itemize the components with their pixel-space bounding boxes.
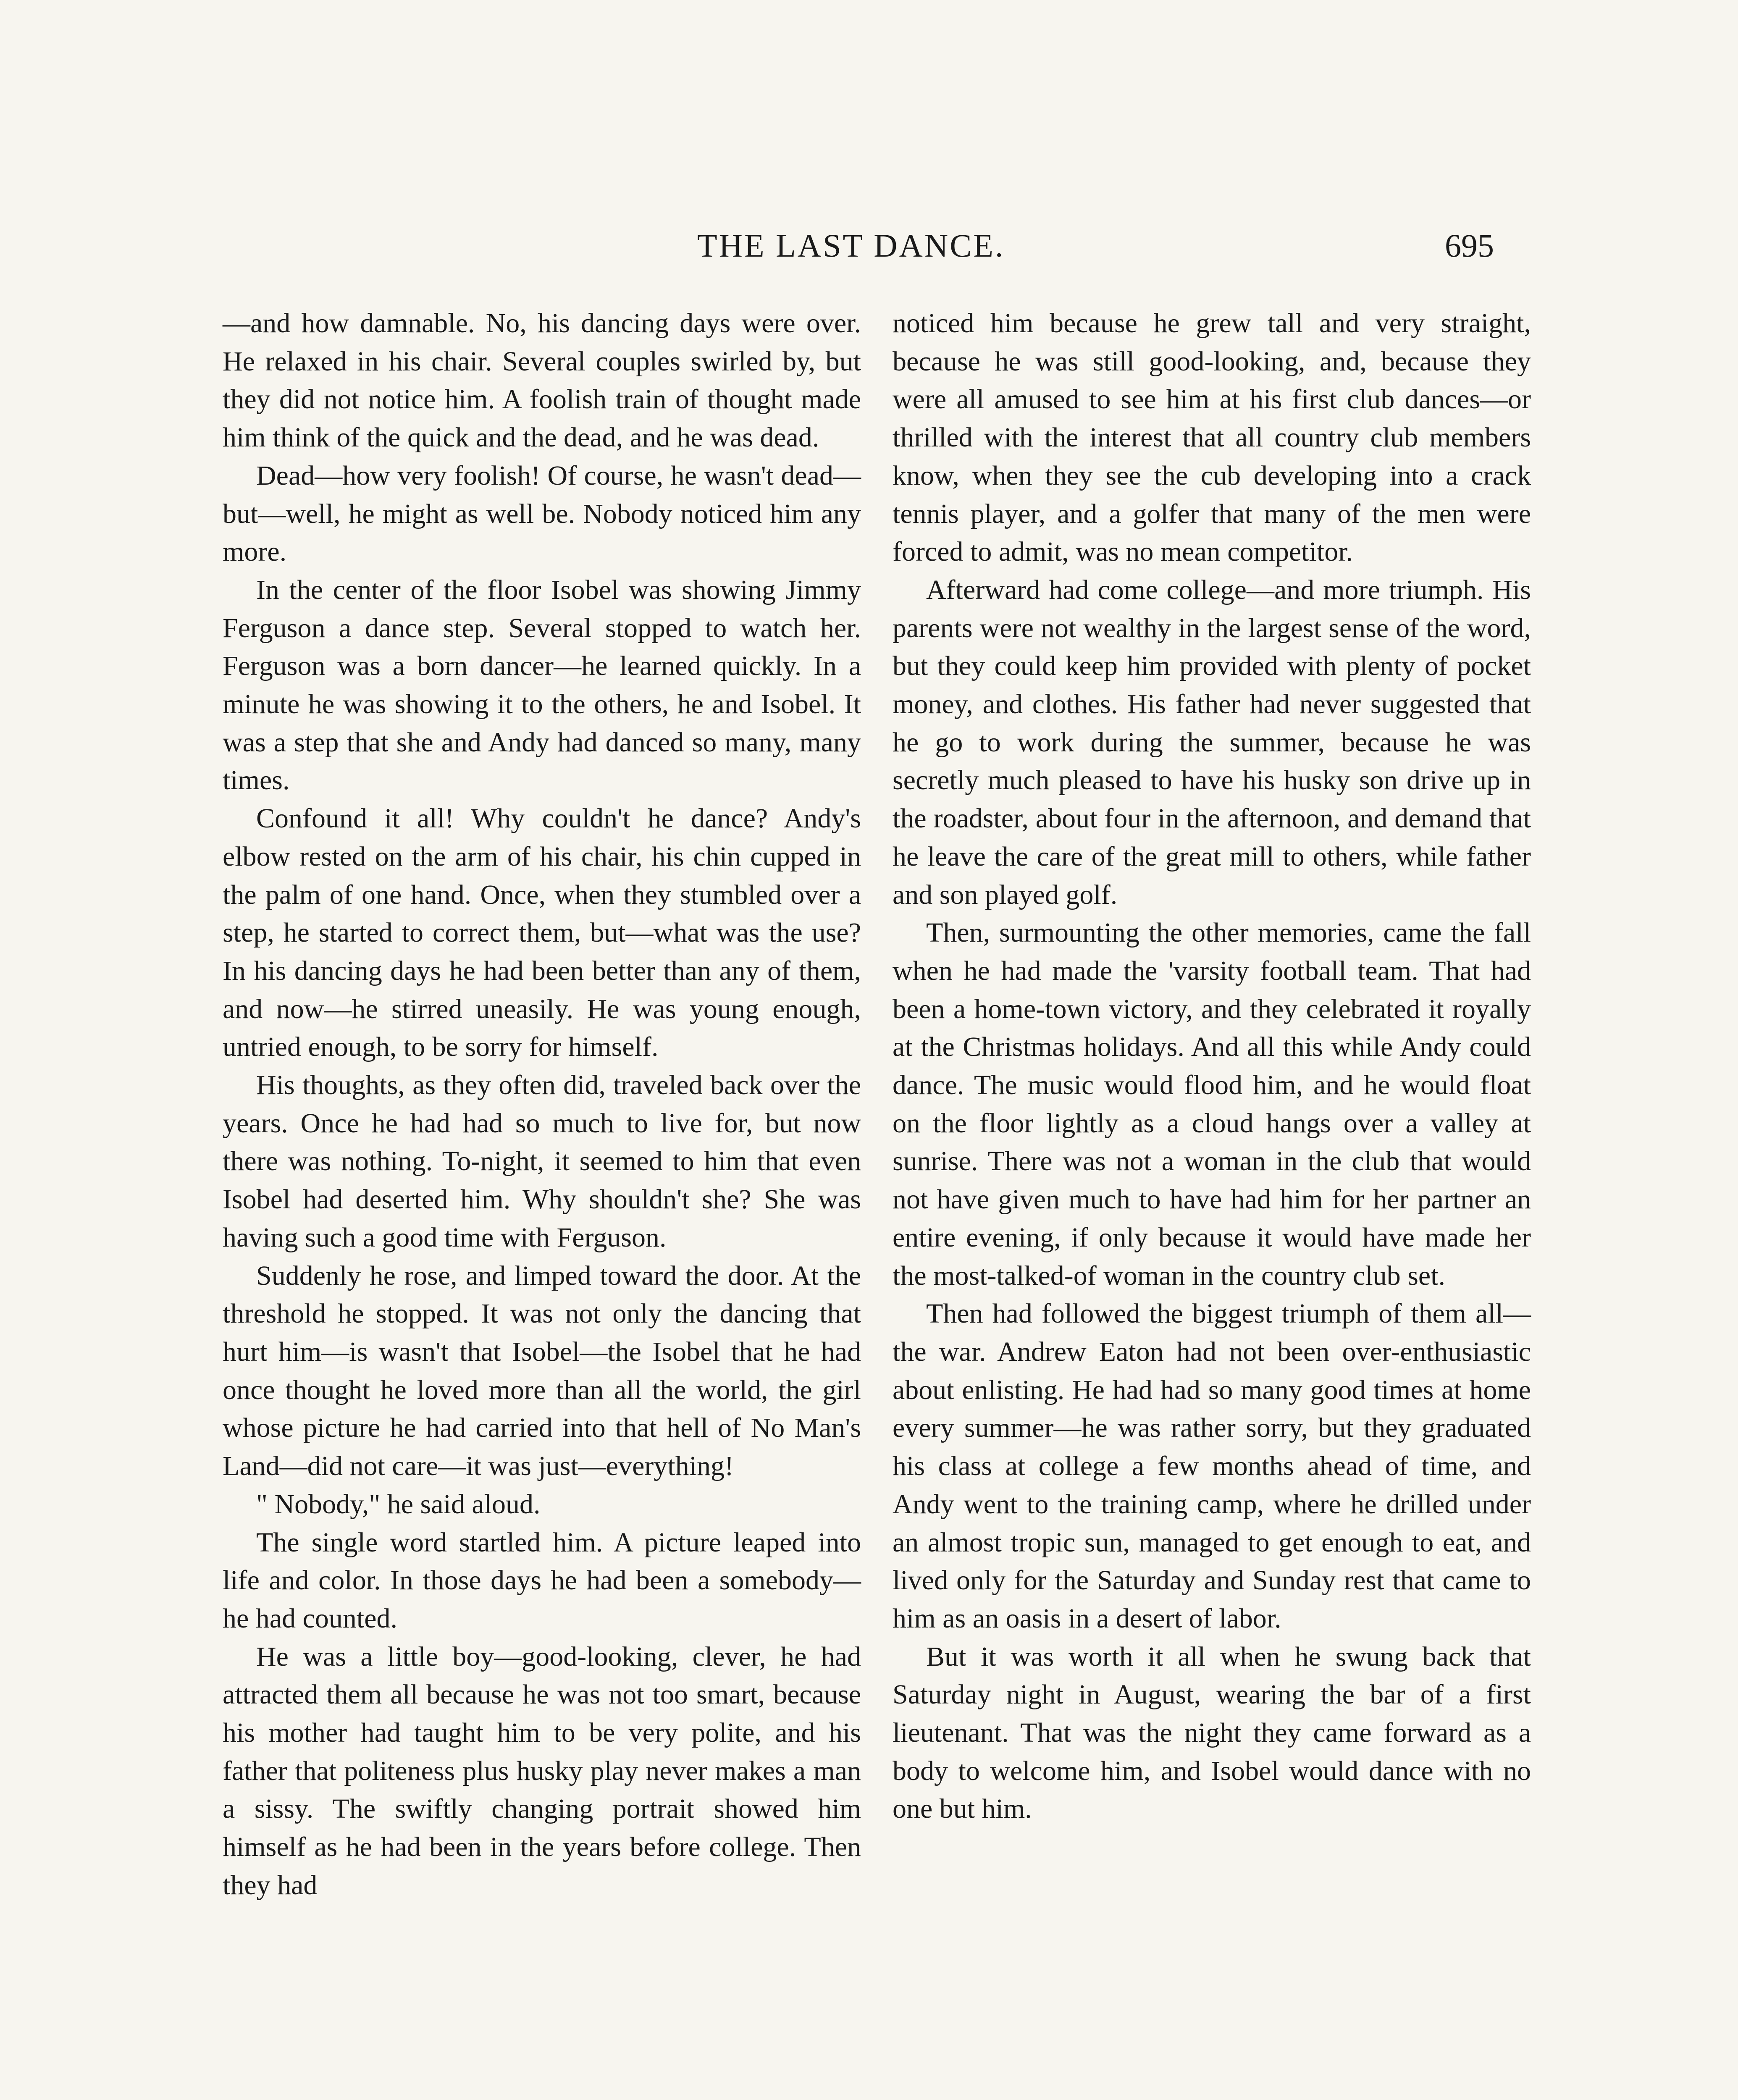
paragraph: In the center of the floor Isobel was showing Jimmy Ferguson a dance step. Several stopped to watch her. Ferguson was a born dancer—he learned quickly. In a minute he was showing it to the others, he and Isobel. It was a step that she and Andy had danced so many, many times. [223,574,861,796]
paragraph: Then had followed the biggest triumph of them all—the war. Andrew Eaton had not been over-enthusiastic about enlisting. He had had so many good times at home every summer—he was rather sorry, but they graduated his class at college a few months ahead of time, and Andy went to the training camp, where he drilled under an almost tropic sun, managed to get enough to eat, and lived only for the Saturday and Sunday rest that came to him as an oasis in a desert of labor. [893,1298,1531,1634]
page-number: 695 [1445,227,1494,264]
paragraph: Suddenly he rose, and limped toward the door. At the threshold he stopped. It was not only the dancing that hurt him—is wasn't that Isobel—the Isobel that he had once thought he loved more than all the world, the girl whose picture he had carried into that hell of No Man's Land—did not care—it was just—everything! [223,1260,861,1482]
paragraph: The single word startled him. A picture leaped into life and color. In those days he had been a somebody—he had counted. [223,1527,861,1634]
paragraph: Then, surmounting the other memories, came the fall when he had made the 'varsity football team. That had been a home-town victory, and they celebrated it royally at the Christmas holidays. And all this while Andy could dance. The music would flood him, and he would float on the floor lightly as a cloud hangs over a valley at sunrise. There was not a woman in the club that would not have given much to have had him for her partner an entire evening, if only because it would have made her the most-talked-of woman in the country club set. [893,917,1531,1291]
running-title: THE LAST DANCE. [697,227,1005,264]
paragraph: His thoughts, as they often did, traveled back over the years. Once he had had so much to live for, but now there was nothing. To-night, it seemed to him that even Isobel had deserted him. Why shouldn't she? She was having such a good time with Ferguson. [223,1070,861,1253]
paragraph: He was a little boy—good-looking, clever, he had attracted them all because he was not too smart, because his mother had taught him to be very polite, and his father that politeness plus husky play never makes a man a sissy. The swiftly changing portrait showed him himself as he had been in the years before college. Then they had [223,1641,861,1900]
paragraph: " Nobody," he said aloud. [256,1488,541,1520]
paragraph: Confound it all! Why couldn't he dance? Andy's elbow rested on the arm of his chair, his chin cupped in the palm of one hand. Once, when they stumbled over a step, he started to correct them, but—what was the use? In his dancing days he had been better than any of them, and now—he stirred uneasily. He was young enough, untried enough, to be sorry for himself. [223,803,861,1063]
paragraph: Afterward had come college—and more triumph. His parents were not wealthy in the largest sense of the word, but they could keep him provided with plenty of pocket money, and clothes. His father had never suggested that he go to work during the summer, because he was secretly much pleased to have his husky son drive up in the roadster, about four in the afternoon, and demand that he leave the care of the great mill to others, while father and son played golf. [893,574,1531,910]
paragraph: noticed him because he grew tall and very straight, because he was still good-looking, and, because they were all amused to see him at his first club dances—or thrilled with the interest that all country club members know, when they see the cub developing into a crack tennis player, and a golfer that many of the men were forced to admit, was no mean competitor. [893,308,1531,567]
paragraph: But it was worth it all when he swung back that Saturday night in August, wearing the bar of a first lieutenant. That was the night they came forward as a body to welcome him, and Isobel would dance with no one but him. [893,1641,1531,1824]
left-column [223,304,861,1905]
paragraph: Dead—how very foolish! Of course, he wasn't dead—but—well, he might as well be. Nobody noticed him any more. [223,460,861,567]
paragraph: —and how damnable. No, his dancing days were over. He relaxed in his chair. Several couples swirled by, but they did not notice him. A foolish train of thought made him think of the quick and the dead, and he was dead. [223,308,861,453]
right-column [893,304,1531,1828]
page-header [0,227,1738,277]
